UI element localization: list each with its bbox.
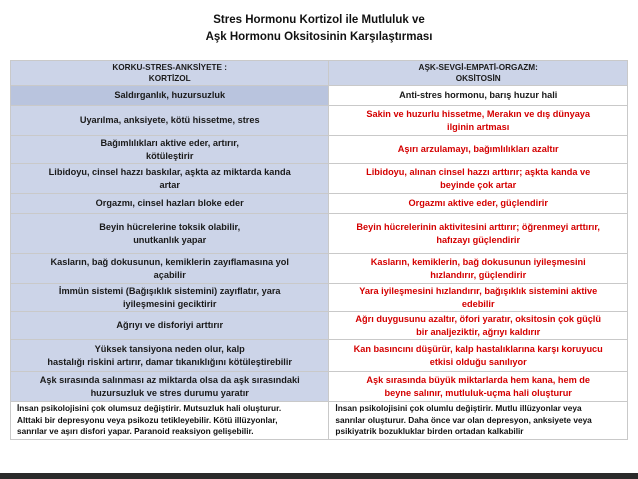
table-row [11, 164, 628, 194]
cell-line: Beyin hücrelerine toksik olabilir, [99, 222, 241, 232]
header-cortisol [11, 61, 329, 86]
table-row [11, 106, 628, 136]
oxytocin-cell [329, 136, 628, 164]
summary-line: sanrılar oluşturur. Daha önce var olan depresyon, anksiyete veya [335, 414, 592, 425]
cortisol-summary [11, 402, 329, 440]
cell-line: Yara iyileşmesini hızlandırır, bağışıklık sistemini aktive [359, 286, 598, 296]
oxytocin-cell [329, 312, 628, 340]
cell-line: edebilir [461, 298, 495, 309]
cortisol-cell [11, 372, 329, 402]
cell-line: kötüleştirir [145, 150, 194, 161]
cortisol-cell [11, 312, 329, 340]
cell-line: Saldırganlık, huzursuzluk [114, 90, 226, 101]
cell-line: bir analjeziktir, ağrıyı kaldırır [416, 326, 541, 337]
oxytocin-cell [329, 372, 628, 402]
cell-line: Kan basıncını düşürür, kalp hastalıklarına karşı koruyucu [353, 344, 603, 354]
cell-line: Yüksek tansiyona neden olur, kalp [94, 344, 245, 354]
cell-line: Orgazmı, cinsel hazları bloke eder [95, 198, 244, 209]
cell-line: unutkanlık yapar [133, 234, 207, 245]
cell-line: beyne salınır, mutluluk-uçma hali oluşturur [384, 387, 572, 398]
table-row [11, 254, 628, 284]
cell-line: Uyarılma, anksiyete, kötü hissetme, stres [79, 115, 260, 126]
cell-line: İmmün sistemi (Bağışıklık sistemini) zayıflatır, yara [58, 286, 281, 296]
comparison-table [10, 60, 628, 440]
header-right-line-1: AŞK-SEVGİ-EMPATİ-ORGAZM: [418, 63, 538, 72]
cell-line: Ağrıyı ve disforiyi arttırır [116, 320, 224, 331]
cell-line: Bağımlılıkları aktive eder, artırır, [100, 138, 239, 148]
cell-line: Kasların, bağ dokusunun, kemiklerin zayıflamasına yol [50, 257, 289, 267]
summary-line: İnsan psikolojisini çok olumlu değiştirir. Mutlu illüzyonlar veya [335, 403, 582, 413]
oxytocin-cell [329, 214, 628, 254]
oxytocin-cell [329, 340, 628, 372]
table-row [11, 284, 628, 312]
cell-line: iyileşmesini geciktirir [122, 298, 217, 309]
cell-line: etkisi olduğu sanılıyor [429, 356, 527, 367]
oxytocin-cell [329, 164, 628, 194]
cell-line: Libidoyu, alınan cinsel hazzı arttırır; aşkta kanda ve [366, 167, 591, 177]
oxytocin-cell [329, 86, 628, 106]
summary-line: İnsan psikolojisini çok olumsuz değiştirir. Mutsuzluk hali oluşturur. [17, 403, 282, 413]
cell-line: Anti-stres hormonu, barış huzur hali [399, 90, 558, 101]
cell-line: beyinde çok artar [440, 179, 517, 190]
header-left-line-2: KORTİZOL [148, 74, 191, 83]
table-row [11, 194, 628, 214]
table-row [11, 340, 628, 372]
page-title [0, 12, 638, 46]
title-line-1: Stres Hormonu Kortizol ile Mutluluk ve [213, 14, 425, 26]
cell-line: Aşk sırasında büyük miktarlarda hem kana, hem de [366, 375, 591, 385]
table-footer-row [11, 402, 628, 440]
table-row [11, 214, 628, 254]
summary-line: Alttaki bir depresyonu veya psikozu tetikleyebilir. Kötü illüzyonlar, [17, 414, 278, 425]
cell-line: Libidoyu, cinsel hazzı baskılar, aşkta az miktarda kanda [48, 167, 291, 177]
cortisol-cell [11, 340, 329, 372]
cortisol-cell [11, 86, 329, 106]
cell-line: Beyin hücrelerinin aktivitesini arttırır; öğrenmeyi arttırır, [356, 222, 600, 232]
title-line-2: Aşk Hormonu Oksitosinin Karşılaştırması [205, 31, 433, 43]
table-row [11, 312, 628, 340]
cell-line: hastalığı riskini artırır, damar tıkanıklığını kötüleştirebilir [47, 356, 292, 367]
cell-line: Aşk sırasında salınması az miktarda olsa da aşk sırasındaki [39, 375, 300, 385]
table-row [11, 86, 628, 106]
oxytocin-cell [329, 194, 628, 214]
cell-line: ilginin artması [447, 121, 510, 132]
cell-line: Aşırı arzulamayı, bağımlılıkları azaltır [397, 144, 559, 155]
cell-line: Orgazmı aktive eder, güçlendirir [408, 198, 548, 209]
cell-line: Sakin ve huzurlu hissetme, Merakın ve dış dünyaya [366, 109, 591, 119]
cortisol-cell [11, 254, 329, 284]
cortisol-cell [11, 106, 329, 136]
cell-line: Kasların, kemiklerin, bağ dokusunun iyileşmesini [370, 257, 586, 267]
header-oxytocin [329, 61, 628, 86]
cell-line: hızlandırır, güçlendirir [430, 269, 527, 280]
oxytocin-cell [329, 284, 628, 312]
cortisol-cell [11, 284, 329, 312]
oxytocin-summary [329, 402, 628, 440]
oxytocin-cell [329, 254, 628, 284]
table-row [11, 372, 628, 402]
oxytocin-cell [329, 106, 628, 136]
bottom-bar [0, 473, 638, 479]
header-right-line-2: OKSİTOSİN [455, 74, 501, 83]
summary-line: sanrılar ve aşırı disfori yapar. Paranoid reaksiyon gelişebilir. [17, 426, 254, 436]
cell-line: açabilir [153, 269, 186, 280]
cortisol-cell [11, 164, 329, 194]
cell-line: hafızayı güçlendirir [436, 234, 521, 245]
cell-line: artar [159, 179, 180, 190]
cortisol-cell [11, 136, 329, 164]
cortisol-cell [11, 214, 329, 254]
table-row [11, 136, 628, 164]
header-left-line-1: KORKU-STRES-ANKSİYETE : [112, 63, 228, 72]
cell-line: huzursuzluk ve stres durumu yaratır [90, 387, 249, 398]
summary-line: psikiyatrik bozukluklar birden ortadan kalkabilir [335, 426, 524, 436]
cell-line: Ağrı duygusunu azaltır, öfori yaratır, oksitosin çok güçlü [355, 314, 601, 324]
cortisol-cell [11, 194, 329, 214]
table-header-row [11, 61, 628, 86]
